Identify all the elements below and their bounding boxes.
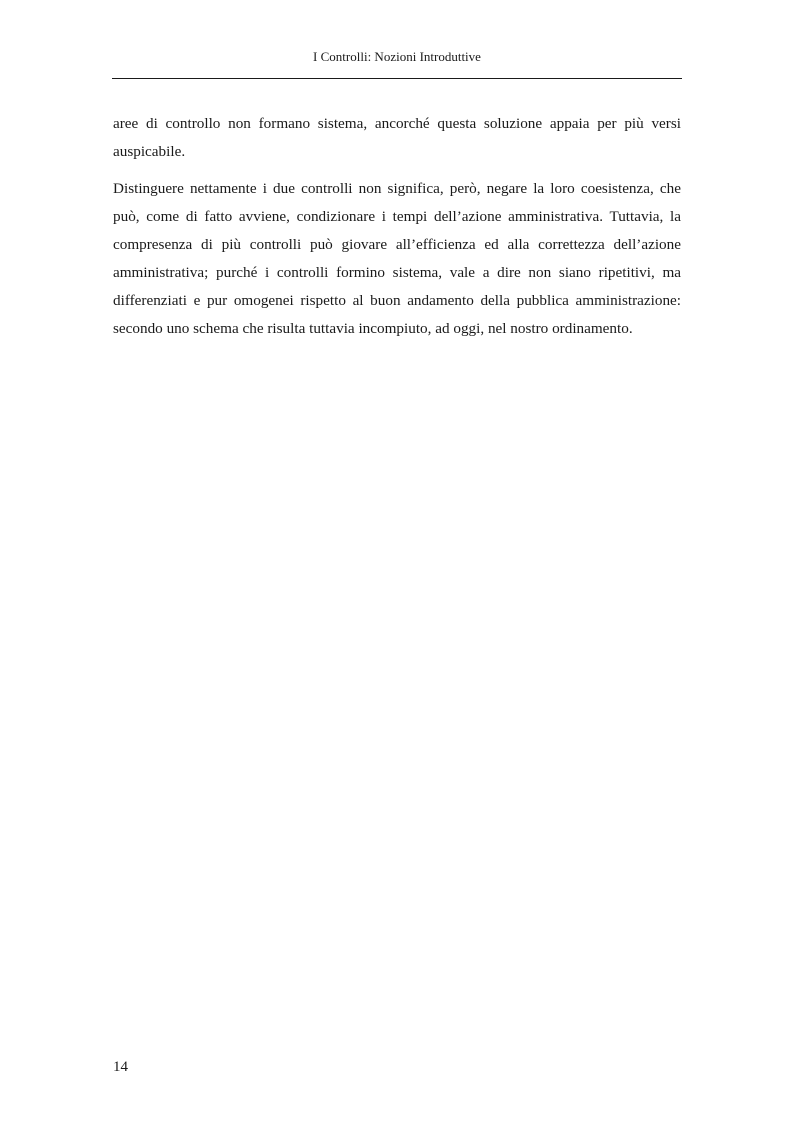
running-header: I Controlli: Nozioni Introduttive: [313, 49, 481, 64]
page-number: 14: [113, 1059, 128, 1075]
header-rule: [112, 78, 682, 79]
body-text: [113, 110, 681, 352]
paragraph-2: Distinguere nettamente i due controlli non significa, però, negare la loro coesistenza, che può, come di fatto avviene, condizionare i tempi dell’azione amministrativa. Tuttavia, la compresenza di più controlli può giovare all’efficienza ed alla correttezza dell’azione amministrativa; purché i controlli formino sistema, vale a dire non siano ripetitivi, ma differenziati e pur omogenei rispetto al buon andamento della pubblica amministrazione: secondo uno schema che risulta tuttavia incompiuto, ad oggi, nel nostro ordinamento.: [113, 180, 681, 337]
paragraph-1: aree di controllo non formano sistema, ancorché questa soluzione appaia per più versi auspicabile.: [113, 115, 681, 160]
